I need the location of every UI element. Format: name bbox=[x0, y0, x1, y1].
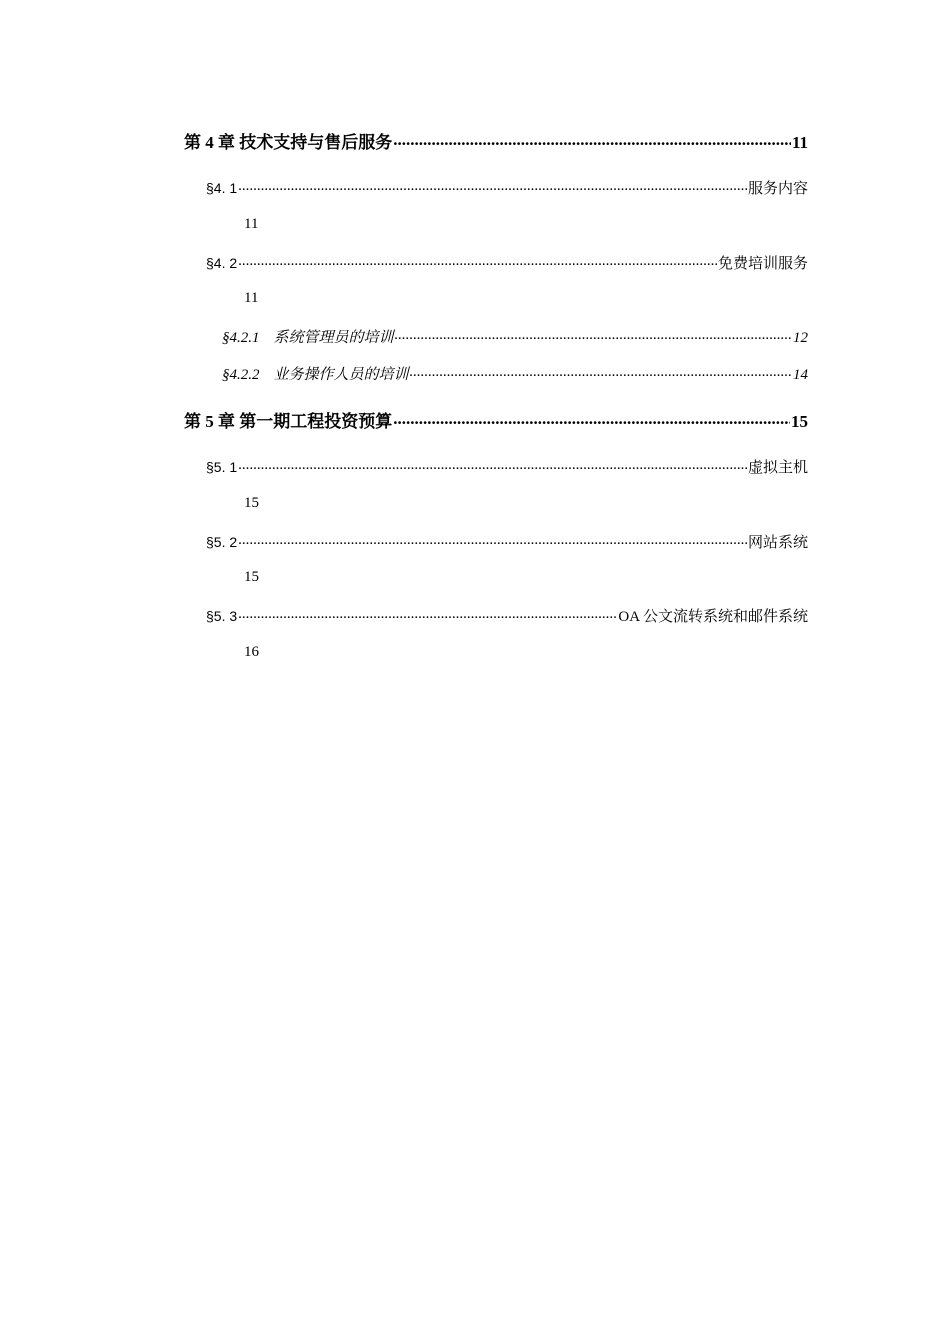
toc-leader bbox=[238, 457, 747, 472]
toc-section-title: 免费培训服务 bbox=[717, 256, 808, 272]
toc-entry-4-2-1[interactable] bbox=[222, 326, 808, 347]
toc-page-number: 11 bbox=[244, 216, 259, 232]
toc-section-number: §5. 3 bbox=[206, 608, 238, 624]
toc-section-title: OA 公文流转系统和邮件系统 bbox=[618, 609, 808, 625]
toc-entry-5-2[interactable] bbox=[206, 531, 808, 552]
toc-section-title: 网站系统 bbox=[747, 535, 808, 551]
toc-leader bbox=[393, 410, 790, 427]
toc-leader bbox=[238, 606, 617, 621]
toc-page-number: 11 bbox=[244, 290, 259, 306]
toc-subsection-number: §4.2.2 bbox=[222, 367, 260, 383]
toc-leader bbox=[410, 364, 792, 379]
toc-entry-4-2-2[interactable] bbox=[222, 363, 808, 384]
toc-page-number: 15 bbox=[244, 569, 259, 585]
toc-subsection-title: 系统管理员的培训 bbox=[273, 330, 394, 346]
toc-page-number: 11 bbox=[791, 133, 808, 152]
toc-chapter-label: 第 4 章 技术支持与售后服务 bbox=[184, 133, 393, 152]
toc-subsection-number: §4.2.1 bbox=[222, 330, 260, 346]
toc-section-title: 虚拟主机 bbox=[747, 460, 808, 476]
toc-leader bbox=[393, 131, 791, 148]
toc-entry-chapter-5[interactable] bbox=[184, 407, 808, 432]
toc-section-number: §4. 2 bbox=[206, 255, 238, 271]
toc-page-number: 16 bbox=[244, 644, 259, 660]
toc-subsection-title: 业务操作人员的培训 bbox=[273, 367, 409, 383]
toc-leader bbox=[238, 178, 747, 193]
toc-entry-5-1[interactable] bbox=[206, 456, 808, 477]
toc-page-number: 15 bbox=[244, 495, 259, 511]
toc-page-number: 14 bbox=[793, 367, 808, 383]
toc-section-number: §4. 1 bbox=[206, 180, 238, 196]
toc-section-number: §5. 1 bbox=[206, 459, 238, 475]
toc-leader bbox=[395, 327, 792, 342]
toc-page-number: 15 bbox=[791, 412, 808, 431]
toc-section-title: 服务内容 bbox=[747, 181, 808, 197]
toc-entry-4-1[interactable] bbox=[206, 177, 808, 198]
toc-chapter-label: 第 5 章 第一期工程投资预算 bbox=[184, 412, 393, 431]
toc-leader bbox=[238, 253, 717, 268]
toc-leader bbox=[238, 532, 747, 547]
toc-section-number: §5. 2 bbox=[206, 534, 238, 550]
toc-page-number: 12 bbox=[793, 330, 808, 346]
toc-entry-4-2[interactable] bbox=[206, 252, 808, 273]
toc-entry-chapter-4[interactable] bbox=[184, 128, 808, 153]
toc-entry-5-3[interactable] bbox=[206, 605, 808, 626]
